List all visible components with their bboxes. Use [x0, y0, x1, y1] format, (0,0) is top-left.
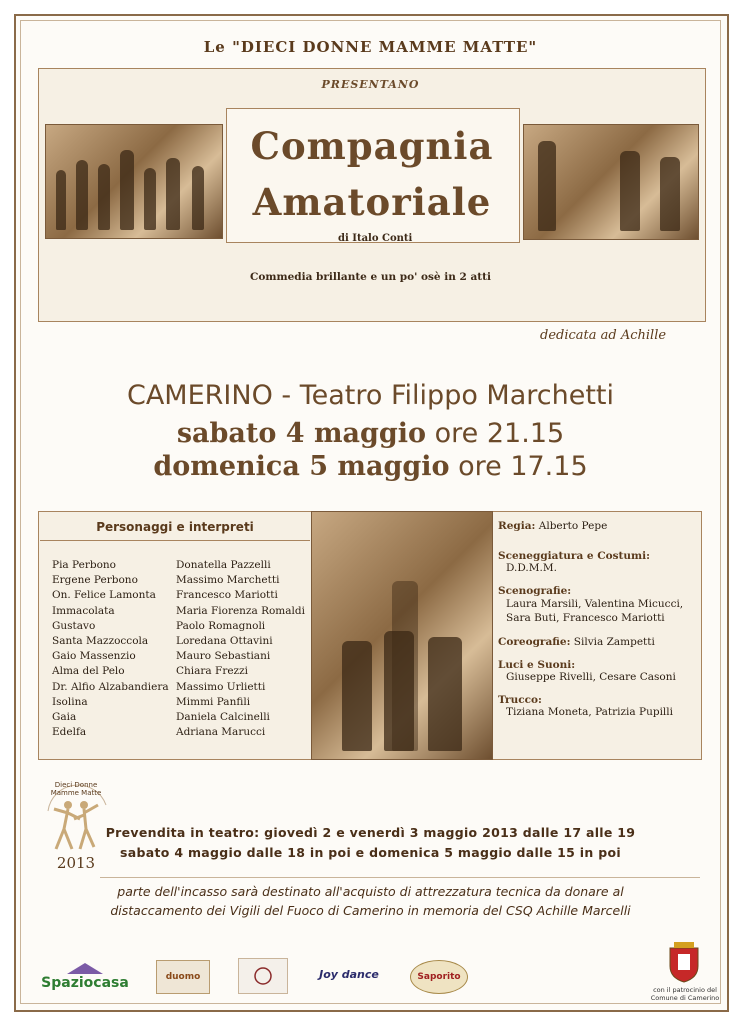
- sceneggiatura-label: Sceneggiatura e Costumi:: [498, 550, 650, 562]
- scenografie-value: Laura Marsili, Valentina Micucci, Sara Buti, Francesco Mariotti: [506, 598, 684, 624]
- coreografie-label: Coreografie:: [498, 636, 571, 648]
- cast-heading: Personaggi e interpreti: [40, 514, 310, 541]
- regia-value: Alberto Pepe: [538, 520, 608, 532]
- charity-note-line2: distaccamento dei Vigili del Fuoco di Camerino in memoria del CSQ Achille Marcelli: [110, 903, 631, 918]
- credits-panel: [498, 520, 698, 729]
- title-amatoriale: Amatoriale: [252, 180, 492, 224]
- sponsor-spaziocasa: [40, 958, 130, 994]
- list-item: Mimmi Panfili: [176, 695, 251, 708]
- list-item: Alma del Pelo: [52, 665, 125, 678]
- stage-photo-center: [311, 511, 493, 760]
- list-item: Massimo Marchetti: [176, 574, 280, 587]
- sponsor-shop: [238, 958, 288, 994]
- luci-label: Luci e Suoni:: [498, 659, 576, 671]
- emblem-icon: [253, 966, 273, 986]
- list-item: Adriana Marucci: [176, 726, 266, 739]
- list-item: Dr. Alfio Alzabandiera: [52, 680, 169, 693]
- list-item: Gaio Massenzio: [52, 650, 136, 663]
- actors-column: [176, 558, 305, 740]
- list-item: Immacolata: [52, 604, 115, 617]
- duomo-label: duomo: [165, 972, 201, 982]
- list-item: Maria Fiorenza Romaldi: [176, 604, 305, 617]
- title-compagnia: Compagnia: [250, 124, 494, 168]
- list-item: Donatella Pazzelli: [176, 559, 271, 571]
- sponsor-joy-dance: [318, 955, 380, 993]
- characters-column: [52, 558, 169, 740]
- dedication: dedicata ad Achille: [540, 328, 667, 343]
- list-item: Mauro Sebastiani: [176, 650, 271, 663]
- patrocinio-line2: Comune di Camerino: [650, 994, 720, 1002]
- trucco-label: Trucco:: [498, 694, 542, 706]
- list-item: Gaia: [52, 711, 77, 724]
- organizer-title: Le "DIECI DONNE MAMME MATTE": [203, 38, 538, 56]
- list-item: Daniela Calcinelli: [176, 711, 270, 724]
- sceneggiatura-value: D.D.M.M.: [506, 562, 557, 574]
- spaziocasa-label: Spaziocasa: [41, 975, 129, 991]
- list-item: Paolo Romagnoli: [176, 619, 266, 632]
- coreografie-value: Silvia Zampetti: [573, 636, 655, 648]
- presentano-label: PRESENTANO: [321, 78, 420, 91]
- logo-text: Dieci Donne Mamme Matte: [50, 781, 102, 797]
- patrocinio-line1: con il patrocinio del: [653, 986, 717, 994]
- list-item: Isolina: [52, 695, 88, 708]
- regia-label: Regia:: [498, 520, 536, 532]
- author-credit: di Italo Conti: [338, 233, 413, 244]
- stage-photo-right: [523, 124, 699, 240]
- list-item: Loredana Ottavini: [176, 635, 273, 648]
- date-saturday-time: ore 21.15: [434, 418, 565, 449]
- date-saturday: [0, 418, 741, 449]
- date-sunday: [0, 451, 741, 482]
- logo-year: 2013: [56, 854, 96, 872]
- list-item: Massimo Urlietti: [176, 680, 266, 693]
- scenografie-label: Scenografie:: [498, 585, 572, 597]
- roof-icon: [65, 961, 105, 975]
- charity-note-line1: parte dell'incasso sarà destinato all'acquisto di attrezzatura tecnica da donare al: [117, 884, 624, 899]
- list-item: On. Felice Lamonta: [52, 589, 156, 602]
- list-item: Edelfa: [52, 726, 87, 739]
- list-item: Pia Perbono: [52, 559, 116, 571]
- luci-value: Giuseppe Rivelli, Cesare Casoni: [506, 671, 676, 683]
- list-item: Ergene Perbono: [52, 574, 138, 587]
- joy-label: Joy dance: [319, 967, 379, 981]
- divider: [100, 877, 700, 878]
- list-item: Santa Mazzoccola: [52, 635, 149, 648]
- list-item: Gustavo: [52, 619, 96, 632]
- saporito-label: Saporito: [417, 972, 461, 982]
- date-saturday-day: sabato 4 maggio: [176, 418, 427, 449]
- prevendita-line1: Prevendita in teatro: giovedì 2 e venerdì 3 maggio 2013 dalle 17 alle 19: [105, 825, 636, 840]
- list-item: Francesco Mariotti: [176, 589, 278, 602]
- patrocinio-text: [640, 986, 730, 1002]
- sponsor-duomo: [156, 960, 210, 994]
- play-subtitle: Commedia brillante e un po' osè in 2 atti: [250, 271, 491, 283]
- sponsor-saporito: [410, 960, 468, 994]
- trucco-value: Tiziana Moneta, Patrizia Pupilli: [506, 706, 673, 718]
- camerino-crest-icon: [664, 940, 704, 984]
- date-sunday-day: domenica 5 maggio: [153, 451, 450, 482]
- venue-line: CAMERINO - Teatro Filippo Marchetti: [126, 380, 615, 411]
- prevendita-line2: sabato 4 maggio dalle 18 in poi e domenica 5 maggio dalle 15 in poi: [120, 845, 621, 860]
- stage-photo-left: [45, 124, 223, 239]
- list-item: Chiara Frezzi: [176, 665, 248, 678]
- date-sunday-time: ore 17.15: [458, 451, 588, 482]
